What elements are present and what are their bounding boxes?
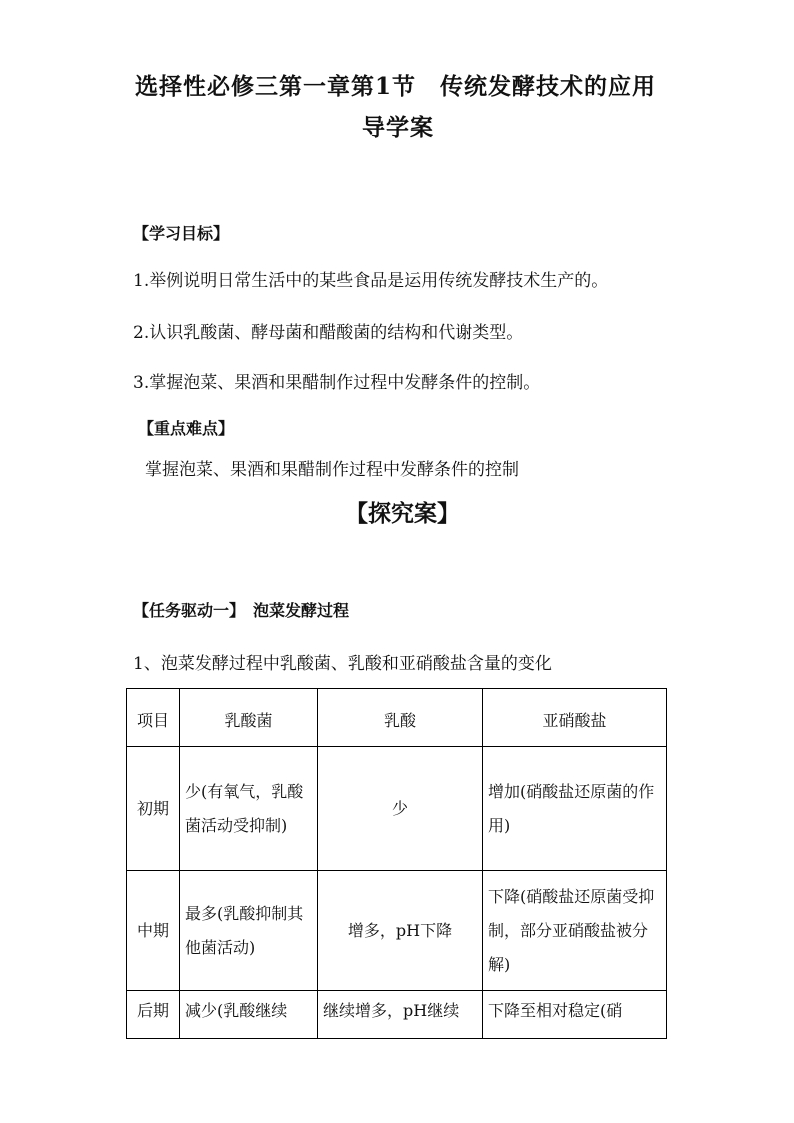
table-header-row — [127, 689, 667, 747]
table-cell — [483, 991, 667, 1039]
task1-question: 1、泡菜发酵过程中乳酸菌、乳酸和亚硝酸盐含量的变化 — [133, 654, 552, 674]
table-header-cell: 乳酸 — [318, 689, 483, 747]
table-row — [127, 747, 667, 871]
table-cell-text: 减少(乳酸继续 — [185, 1000, 288, 1020]
table-row — [127, 871, 667, 991]
objective-item-3: 3.掌握泡菜、果酒和果醋制作过程中发酵条件的控制。 — [133, 373, 541, 393]
fermentation-table — [126, 688, 667, 1039]
table-cell: 少 — [318, 747, 483, 871]
table-row — [127, 991, 667, 1039]
table-cell-text: 下降至相对稳定(硝 — [488, 1000, 623, 1020]
table-header-cell: 乳酸菌 — [180, 689, 318, 747]
table-cell: 下降(硝酸盐还原菌受抑制，部分亚硝酸盐被分解) — [483, 871, 667, 991]
key-points-text: 掌握泡菜、果酒和果醋制作过程中发酵条件的控制 — [145, 460, 519, 480]
table-cell-text: 继续增多，pH继续 — [323, 1000, 460, 1020]
objective-item-1: 1.举例说明日常生活中的某些食品是运用传统发酵技术生产的。 — [133, 271, 609, 291]
table-header-cell: 亚硝酸盐 — [483, 689, 667, 747]
explore-heading: 【探究案】 — [345, 500, 460, 527]
table-cell — [180, 991, 318, 1039]
document-title-line1: 选择性必修三第一章第1节 传统发酵技术的应用 — [135, 73, 657, 100]
table-cell: 少(有氧气，乳酸菌活动受抑制) — [180, 747, 318, 871]
table-cell: 中期 — [127, 871, 180, 991]
table-cell — [318, 991, 483, 1039]
table-cell: 初期 — [127, 747, 180, 871]
task1-heading: 【任务驱动一】 泡菜发酵过程 — [133, 601, 350, 620]
table-cell — [127, 991, 180, 1039]
table-header-cell: 项目 — [127, 689, 180, 747]
key-points-heading: 【重点难点】 — [138, 419, 235, 438]
document-title-line2: 导学案 — [362, 114, 434, 141]
table-cell: 最多(乳酸抑制其他菌活动) — [180, 871, 318, 991]
table-cell: 增加(硝酸盐还原菌的作用) — [483, 747, 667, 871]
table-cell: 增多，pH下降 — [318, 871, 483, 991]
objectives-heading: 【学习目标】 — [133, 224, 230, 243]
table-cell-text: 后期 — [136, 1000, 169, 1020]
objective-item-2: 2.认识乳酸菌、酵母菌和醋酸菌的结构和代谢类型。 — [133, 323, 524, 343]
